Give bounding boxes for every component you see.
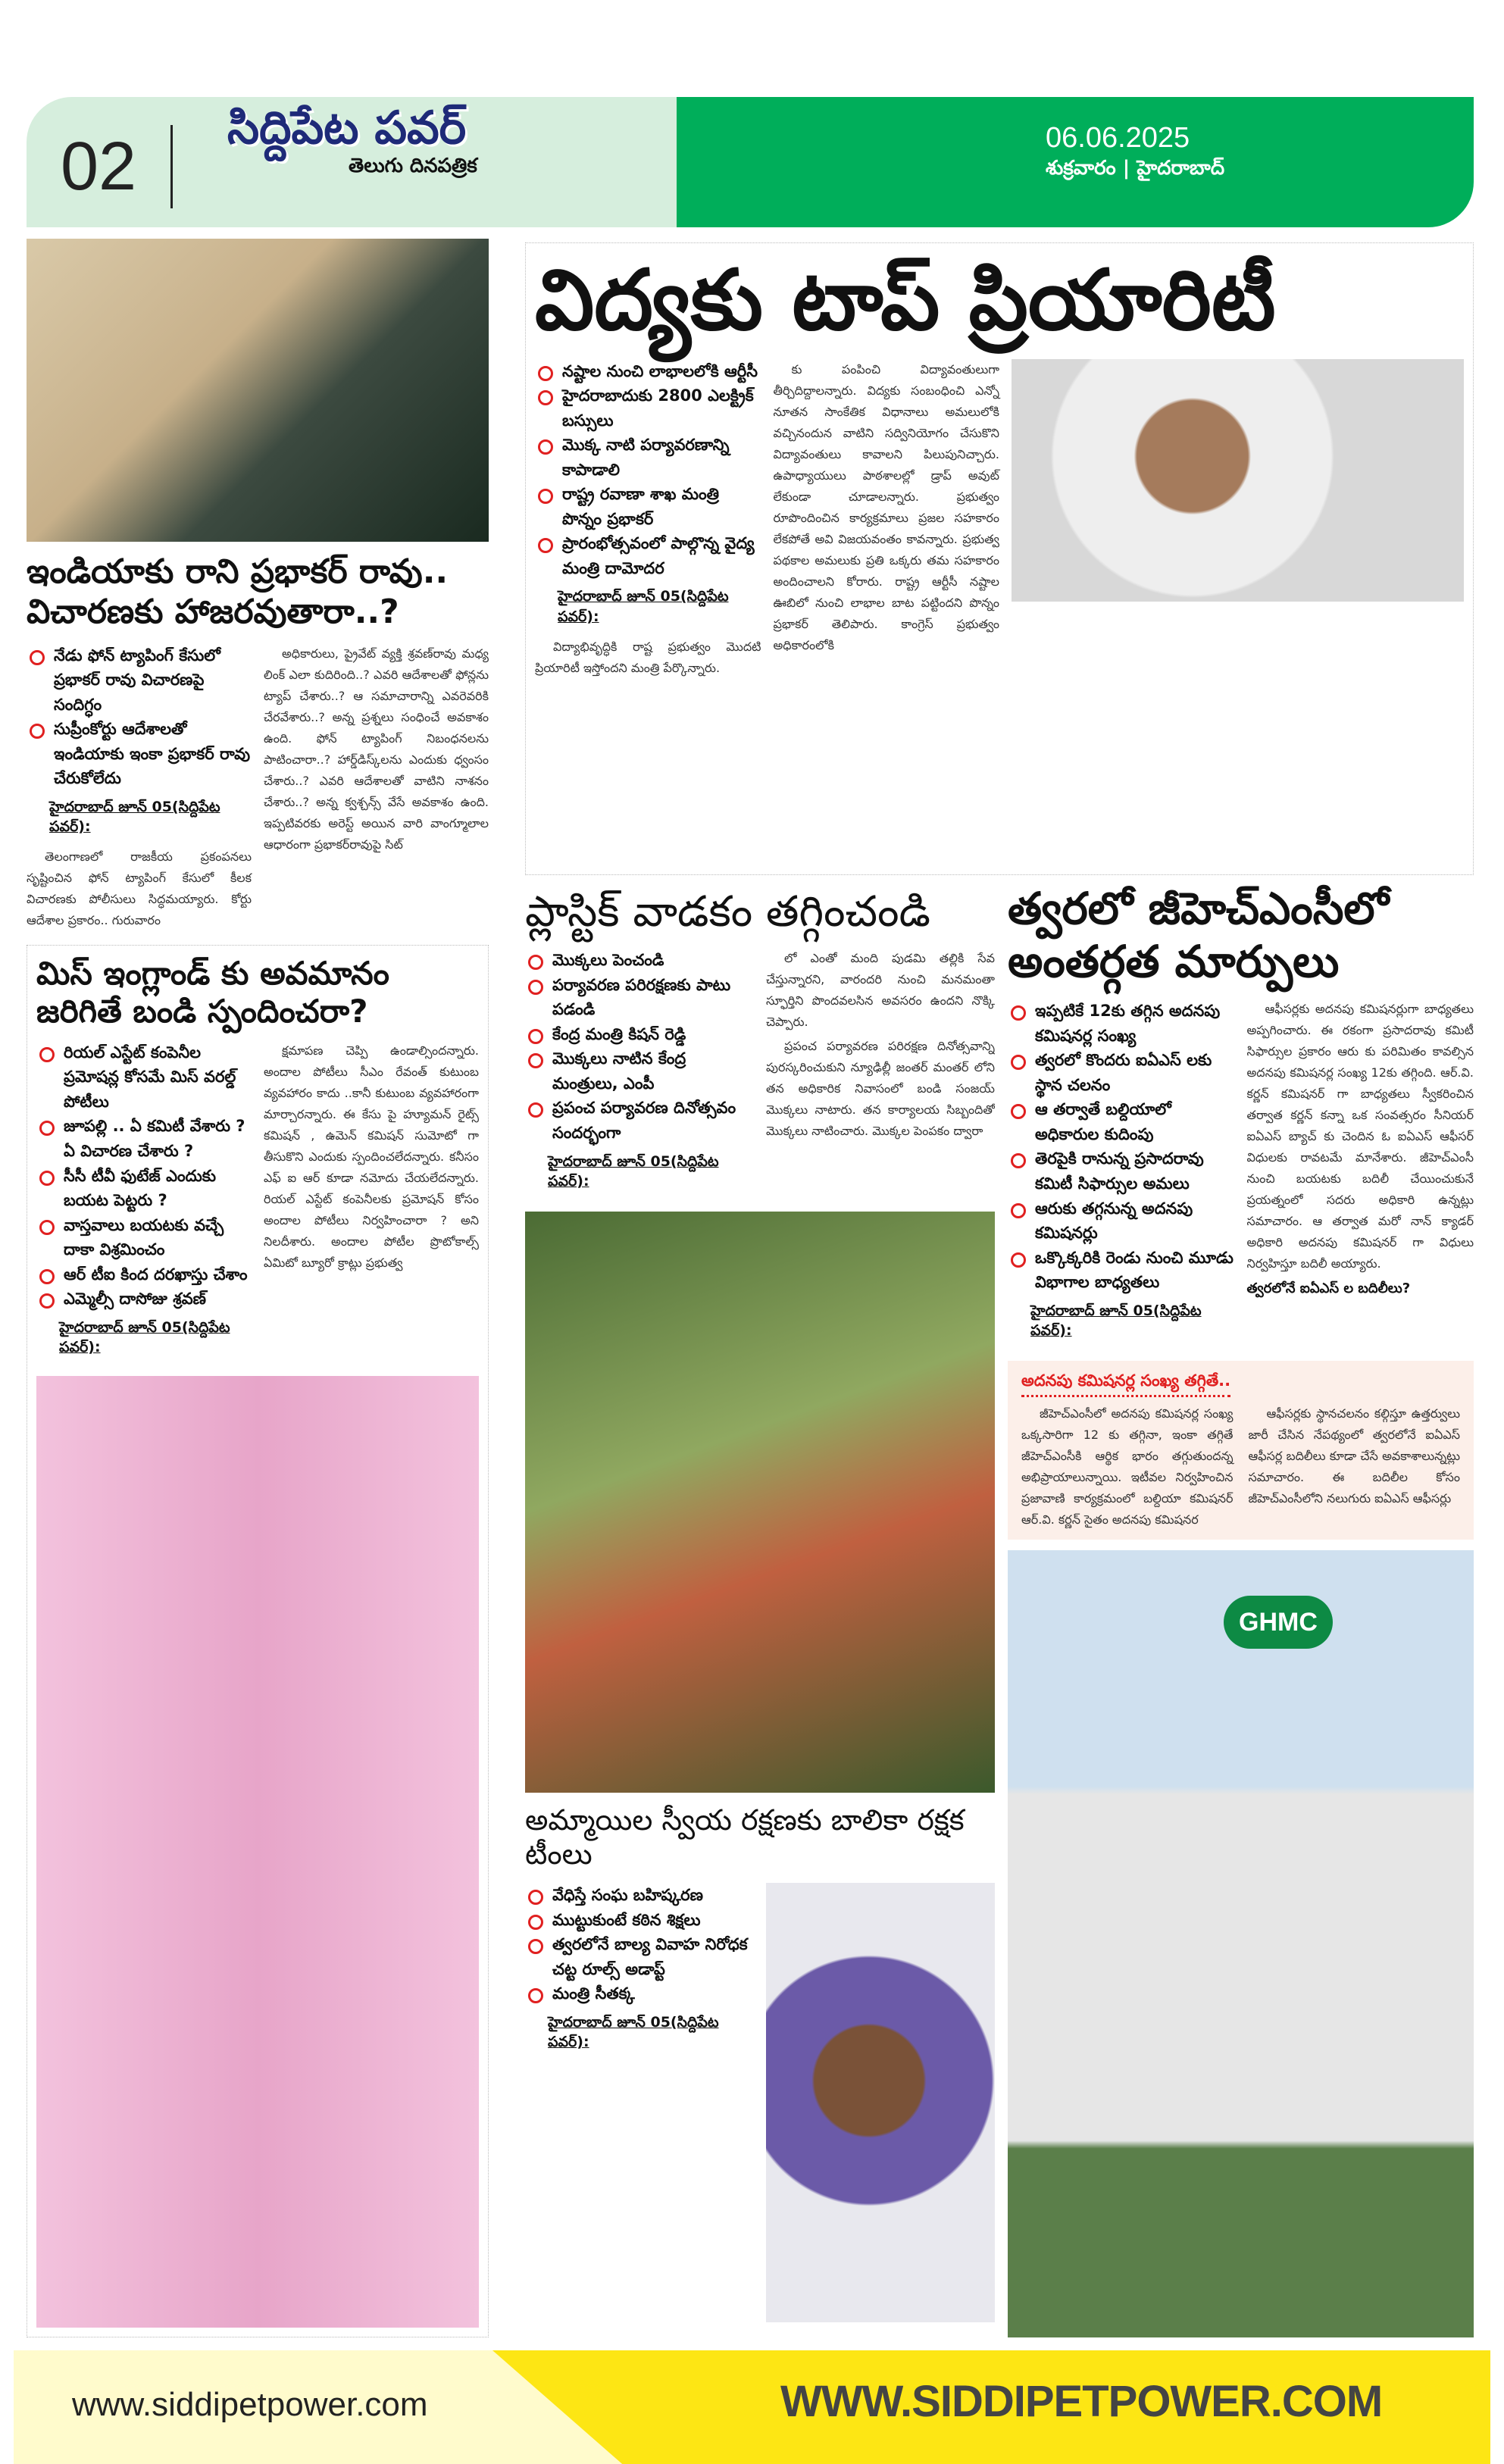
bullet: కేంద్ర మంత్రి కిషన్ రెడ్డి	[525, 1022, 754, 1047]
bullet: హైదరాబాదుకు 2800 ఎలక్ట్రిక్ బస్సులు	[535, 383, 761, 433]
bullet: ముట్టుకుంటే కఠిన శిక్షలు	[525, 1908, 754, 1933]
dateline: హైదరాబాద్ జూన్ 05(సిద్దిపేట పవర్):	[548, 1152, 719, 1190]
dateline: హైదరాబాద్ జూన్ 05(సిద్దిపేట పవర్):	[548, 2013, 719, 2051]
article-paragraph: క్షమాపణ చెప్పి ఉండాల్సిందన్నారు. అందాల పోటీలు సీఎం రేవంత్ కుటుంబ వ్యవహారం కాదు ..కానీ కుటుంబ వ్యవహారంగా మార్చారన్నారు. ఈ కేసు పై హ్యూమన్ రైట్స్ కమిషన్ , ఉమెన్ కమిషన్ సుమోటో గా తీసుకొని ఎందుకు స్పందించలేదన్నారు. కనీసం ఎఫ్ ఐ ఆర్ కూడా నమోదు చేయలేదన్నారు. రియల్ ఎస్టేట్ కంపెనీలకు ప్రమోషన్ కోసం అందాల పోటీలు నిర్వహించారా ? అని నిలదీశారు. అందాల పోటీల ప్రొటోకాల్స్ ఏమిటో బ్యూరో క్రాట్లు ప్రభుత్వ	[264, 1043, 479, 1270]
tree-planting-photo	[525, 1212, 995, 1793]
press-meet-photo	[36, 1376, 479, 2328]
bullet: జూపల్లి .. ఏ కమిటీ వేశారు ?ఏ విచారణ చేశారు ?	[36, 1114, 252, 1163]
lead-body	[774, 359, 1000, 659]
phone-tapping-article	[27, 643, 489, 934]
police-officer-photo	[27, 239, 489, 542]
masthead-tagline: తెలుగు దినపత్రిక	[349, 155, 477, 177]
middle-column	[525, 886, 995, 2337]
issue-day-place: శుక్రవారం | హైదరాబాద్	[1046, 156, 1225, 180]
masthead	[227, 102, 652, 178]
website-url-large[interactable]: WWW.SIDDIPETPOWER.COM	[780, 2377, 1383, 2426]
issue-info	[1046, 121, 1224, 181]
minister-seethakka-photo	[766, 1883, 995, 2322]
page-number: 02	[61, 129, 137, 205]
ghmc-sign: GHMC	[1224, 1596, 1333, 1649]
bullet: మొక్కలు నాటిన కేంద్ర మంత్రులు, ఎంపీ	[525, 1046, 754, 1096]
issue-date: 06.06.2025	[1046, 122, 1190, 154]
bullet: త్వరలోనే బాల్య వివాహ నిరోధక చట్ట రూల్స్ అడాప్ట్	[525, 1932, 754, 1981]
ghmc-body	[1247, 999, 1474, 1302]
lead-headline: విద్యకు టాప్ ప్రియారిటీ	[535, 252, 1276, 349]
article-paragraph: ఆఫీసర్లకు స్థానచలనం కల్గిస్తూ ఉత్తర్వులు జారీ చేసిన నేపథ్యంలో త్వరలోనే ఐఏఎస్ ఆఫీసర్ల బదిలీలు కూడా చేసే అవకాశాలున్నట్లు సమాచారం. ఈ బదిలీల కోసం జీహెచ్ఎంసీలోని నలుగురు ఐఏఎస్ ఆఫీసర్లు	[1248, 1406, 1460, 1506]
minister-photo	[1012, 359, 1464, 602]
bullet: వేధిస్తే సంఘ బహిష్కరణ	[525, 1883, 754, 1908]
bullet: ప్రారంభోత్సవంలో పాల్గొన్న వైద్య మంత్రి దామోదర	[535, 531, 761, 580]
ghmc-sidebar-box	[1008, 1361, 1474, 1540]
bullet: రాష్ట్ర రవాణా శాఖ మంత్రి పొన్నం ప్రభాకర్	[535, 482, 761, 531]
bullet: రియల్ ఎస్టేట్ కంపెనీల ప్రమోషన్ల కోసమే మిస్ వరల్డ్ పోటీలు	[36, 1040, 252, 1115]
article-paragraph: విద్యాభివృద్ధికి రాష్ట ప్రభుత్వం మొదటి ప్రియారిటీ ఇస్తోందని మంత్రి పేర్కొన్నారు.	[535, 639, 761, 675]
miss-england-bullets	[36, 1040, 252, 1312]
bullet: నష్టాల నుంచి లాభాలలోకి ఆర్టీసీ	[535, 359, 761, 384]
bullet: తెరపైకి రానున్న ప్రసాదరావు కమిటీ సిఫార్సుల అమలు	[1008, 1146, 1235, 1196]
bullet: ఎమ్మెల్సీ దాసోజు శ్రవణ్	[36, 1287, 252, 1312]
bullet: ప్రపంచ పర్యావరణ దినోత్సవం సందర్భంగా	[525, 1096, 754, 1145]
bullet: నేడు ఫోన్ ట్యాపింగ్ కేసులో ప్రభాకర్ రావు విచారణపై సందిగ్ధం	[27, 643, 252, 718]
website-url[interactable]: www.siddipetpower.com	[72, 2386, 428, 2423]
article-paragraph: ఆఫీసర్లకు అదనపు కమిషనర్లుగా బాధ్యతలు అప్పగించారు. ఈ రకంగా ప్రసాదరావు కమిటీ సిఫార్సుల ప్రకారం ఆరు కు పరిమితం కావల్సిన అదనపు కమిషనర్ల సంఖ్య 12కు తగ్గింది. ఆర్.వి. కర్ణన్ కమిషనర్ గా బాధ్యతలు స్వీకరించిన తర్వాత కర్ణన్ కన్నా ఒక సంవత్సరం సీనియర్ ఐఏఎస్ బ్యాచ్ కు చెందిన ఓ ఐఏఎస్ ఆఫీసర్ విధులకు రావటమే మానేశారు. జీహెచ్ఎంసీ నుంచి బయటకు బదిలీ చేయించుకునే ప్రయత్నంలో సదరు అధికారి ఉన్నట్లు సమాచారం. ఆ తర్వాత మరో నాన్ క్యాడర్ అధికారి అదనపు కమిషనర్ గా విధులు నిర్వహిస్తూ బదిలీ అయ్యారు.	[1246, 1002, 1474, 1271]
article-paragraph: జీహెచ్ఎంసీలో అదనపు కమిషనర్ల సంఖ్య ఒక్కసారిగా 12 కు తగ్గినా, ఇంకా తగ్గితే జీహెచ్ఎంసీకి ఆర్థిక భారం తగ్గుతుందన్న అభిప్రాయాలున్నాయి. ఇటీవల నిర్వహించిన ప్రజావాణి కార్యక్రమంలో బల్దియా కమిషనర్ ఆర్.వి. కర్ణన్ సైతం అదనపు కమిషనర	[1021, 1406, 1234, 1527]
bullet: మంత్రి సీతక్క	[525, 1981, 754, 2006]
dateline: హైదరాబాద్ జూన్ 05(సిద్దిపేట పవర్):	[59, 1318, 230, 1356]
lead-bullets	[535, 359, 761, 581]
bullet: వాస్తవాలు బయటకు వచ్చే దాకా విశ్రమించం	[36, 1213, 252, 1262]
dateline: హైదరాబాద్ జూన్ 05(సిద్దిపేట పవర్):	[1030, 1302, 1202, 1340]
bullet: ఇప్పటికే 12కు తగ్గిన అదనపు కమిషనర్ల సంఖ్య	[1008, 999, 1235, 1048]
dateline: హైదరాబాద్ జూన్ 05(సిద్దిపేట పవర్):	[49, 798, 220, 836]
phone-tapping-bullets	[27, 643, 252, 791]
miss-england-headline: మిస్ ఇంగ్లాండ్ కు అవమానం జరిగితే బండి స్పందించరా?	[36, 955, 389, 1030]
dateline: హైదరాబాద్ జూన్ 05(సిద్దిపేట పవర్):	[558, 588, 729, 626]
right-column	[1008, 883, 1474, 2337]
bullet: పర్యావరణ పరిరక్షణకు పాటు పడండి	[525, 973, 754, 1022]
plastic-headline: ప్లాస్టిక్ వాడకం తగ్గించండి	[525, 887, 930, 937]
article-paragraph: కు పంపించి విద్యావంతులుగా తీర్చిదిద్దాలన్నారు. విద్యకు సంబంధించి ఎన్నో నూతన సాంకేతిక విధానాలు అమలులోకి వచ్చినందున వాటిని సద్వినియోగం చేసుకొని విద్యావంతులు కావాలని పిలుపునిచ్చారు. ఉపాధ్యాయులు పాఠశాలల్లో డ్రాప్ అవుట్ లేకుండా చూడాలన్నారు. ప్రభుత్వం రూపొందించిన కార్యక్రమాలు ప్రజల సహకారం లేకపోతే అవి విజయవంతం కావన్నారు. ప్రభుత్వ పథకాల అమలుకు ప్రతి ఒక్కరు తమ సహకారం అందించాలని కోరారు. రాష్ట్ర ఆర్టీసీ నష్టాల ఊబిలో నుంచి లాభాల బాట పట్టిందని పొన్నం ప్రభాకర్ తెలిపారు. కాంగ్రెస్ ప్రభుత్వం అధికారంలోకి	[773, 361, 999, 652]
box-headline: అదనపు కమిషనర్ల సంఖ్య తగ్గితే..	[1021, 1370, 1230, 1397]
bullet: ఆరుకు తగ్గనున్న అదనపు కమిషనర్లు	[1008, 1196, 1235, 1246]
plastic-body	[766, 948, 995, 1145]
ghmc-subhead: త్వరలోనే ఐఏఎస్ ల బదిలీలు?	[1246, 1280, 1411, 1297]
girls-safety-headline: అమ్మాయిల స్వీయ రక్షణకు బాలికా రక్షక టీంలు	[525, 1803, 965, 1871]
miss-england-frame	[27, 945, 489, 2337]
article-paragraph: లో ఎంతో మంది పుడమి తల్లికి సేవ చేస్తున్నారని, వారందరి నుంచి మనమంతా స్ఫూర్తిని పొందవలసిన అవసరం ఉందని నొక్కి చెప్పారు.	[766, 951, 995, 1030]
phone-tapping-body	[264, 643, 489, 858]
bullet: ఒక్కొక్కరికి రెండు నుంచి మూడు విభాగాల బాధ్యతలు	[1008, 1246, 1235, 1295]
article-paragraph: ప్రపంచ పర్యావరణ పరిరక్షణ దినోత్సవాన్ని పురస్కరించుకుని న్యూఢిల్లీ జంతర్ మంతర్ లోని తన అధికారిక నివాసంలో బండి సంజయ్ మొక్కలు నాటారు. తన కార్యాలయ సిబ్బందితో మొక్కలు నాటించారు. మొక్కల పెంపకం ద్వారా	[766, 1039, 995, 1139]
girls-safety-bullets	[525, 1883, 754, 2006]
bullet: ఆ తర్వాతే బల్దియాలో అధికారుల కుదింపు	[1008, 1097, 1235, 1146]
lead-story-frame	[525, 242, 1474, 875]
plastic-bullets	[525, 948, 754, 1145]
bullet: ఆర్ టీఐ కింద దరఖాస్తు చేశాం	[36, 1262, 252, 1287]
bullet: మొక్క నాటి పర్యావరణాన్ని కాపాడాలి	[535, 433, 761, 482]
article-paragraph: అధికారులు, ప్రైవేట్ వ్యక్తి శ్రవణ్‌రావు మధ్య లింక్ ఎలా కుదిరింది..? ఎవరి ఆదేశాలతో ఫోన్లను ట్యాప్ చేశారు..? ఆ సమాచారాన్ని ఎవరెవరికి చేరవేశారు..? అన్న ప్రశ్నలు సంధించే అవకాశం ఉంది. ఫోన్ ట్యాపింగ్ నిబంధనలను పాటించారా..? హార్డ్‌డిస్క్‌లను ఎందుకు ధ్వంసం చేశారు..? ఎవరి ఆదేశాలతో వాటిని నాశనం చేశారు..? అన్న క్వశ్చన్స్ వేసే అవకాశం ఉంది. ఇప్పటివరకు అరెస్ట్ అయిన వారి వాంగ్మూలాల ఆధారంగా ప్రభాకర్‌రావుపై సిట్	[264, 646, 489, 852]
bullet: సీసీ టీవీ ఫుటేజ్ ఎందుకు బయట పెట్టరు ?	[36, 1164, 252, 1213]
phone-tapping-headline: ఇండియాకు రాని ప్రభాకర్ రావు.. విచారణకు హాజరవుతారా..?	[27, 552, 449, 631]
bullet: మొక్కలు పెంచండి	[525, 948, 754, 973]
bullet: సుప్రీంకోర్టు ఆదేశాలతో ఇండియాకు ఇంకా ప్రభాకర్ రావు చేరుకోలేదు	[27, 717, 252, 791]
miss-england-body	[264, 1040, 479, 1277]
ghmc-bullets	[1008, 999, 1235, 1295]
left-column	[27, 239, 489, 2337]
article-paragraph: తెలంగాణలో రాజకీయ ప్రకంపనలు సృష్టించిన ఫోన్ ట్యాపింగ్ కేసులో కీలక విచారణకు పోలీసులు సిద్ధమయ్యారు. కోర్టు ఆదేశాల ప్రకారం.. గురువారం	[27, 849, 252, 928]
bullet: త్వరలో కొందరు ఐఏఎస్ లకు స్థాన చలనం	[1008, 1048, 1235, 1097]
divider	[170, 125, 173, 208]
masthead-logo: సిద్దిపేట పవర్	[227, 102, 467, 155]
ghmc-headline: త్వరలో జీహెచ్ఎంసీలో అంతర్గత మార్పులు	[1008, 883, 1390, 987]
ghmc-building-photo	[1008, 1550, 1474, 2337]
